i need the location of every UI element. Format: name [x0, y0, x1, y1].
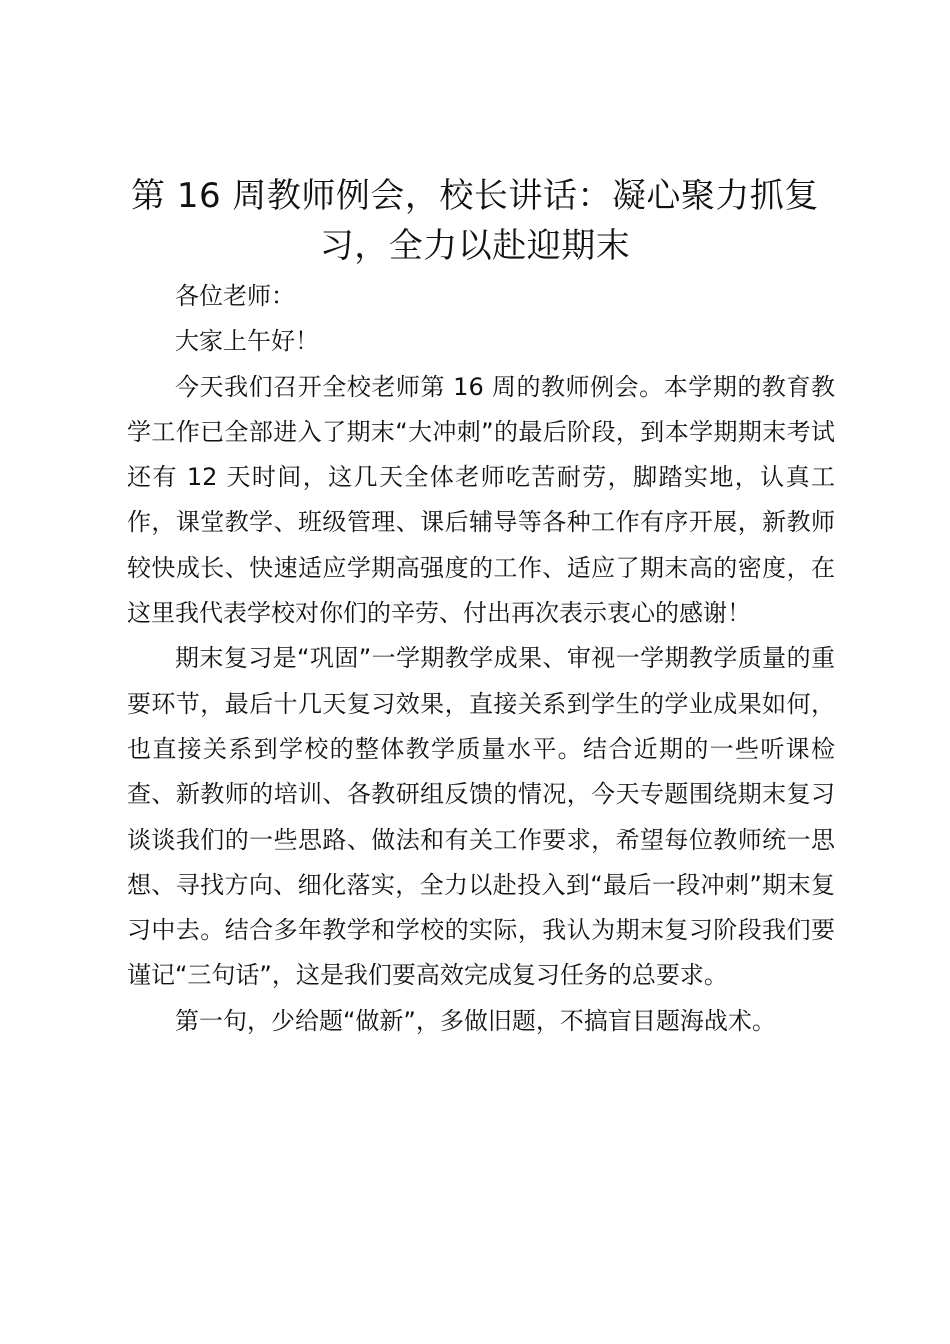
document-body	[127, 274, 835, 1044]
greeting-paragraph: 大家上午好！	[175, 327, 319, 356]
document-title: 第 16 周教师例会，校长讲话：凝心聚力抓复习，全力以赴迎期末	[131, 176, 819, 266]
body-paragraph: 期末复习是“巩固”一学期教学成果、审视一学期教学质量的重要环节，最后十几天复习效果，直接关系到学生的学业成果如何，也直接关系到学校的整体教学质量水平。结合近期的一些听课检查、新教师的培训、各教研组反馈的情况，今天专题围绕期末复习谈谈我们的一些思路、做法和有关工作要求，希望每位教师统一思想、寻找方向、细化落实，全力以赴投入到“最后一段冲刺”期末复习中去。结合多年教学和学校的实际，我认为期末复习阶段我们要谨记“三句话”，这是我们要高效完成复习任务的总要求。	[127, 644, 835, 990]
body-paragraph: 第一句，少给题“做新”，多做旧题，不搞盲目题海战术。	[175, 1006, 776, 1035]
salutation-paragraph: 各位老师：	[175, 282, 295, 310]
body-paragraph: 今天我们召开全校老师第 16 周的教师例会。本学期的教育教学工作已全部进入了期末“大冲刺”的最后阶段，到本学期期末考试还有 12 天时间，这几天全体老师吃苦耐劳，脚踏实地，认真工作，课堂教学、班级管理、课后辅导等各种工作有序开展，新教师较快成长、快速适应学期高强度的工作、适应了期末高的密度，在这里我代表学校对你们的辛劳、付出再次表示衷心的感谢！	[127, 372, 835, 628]
